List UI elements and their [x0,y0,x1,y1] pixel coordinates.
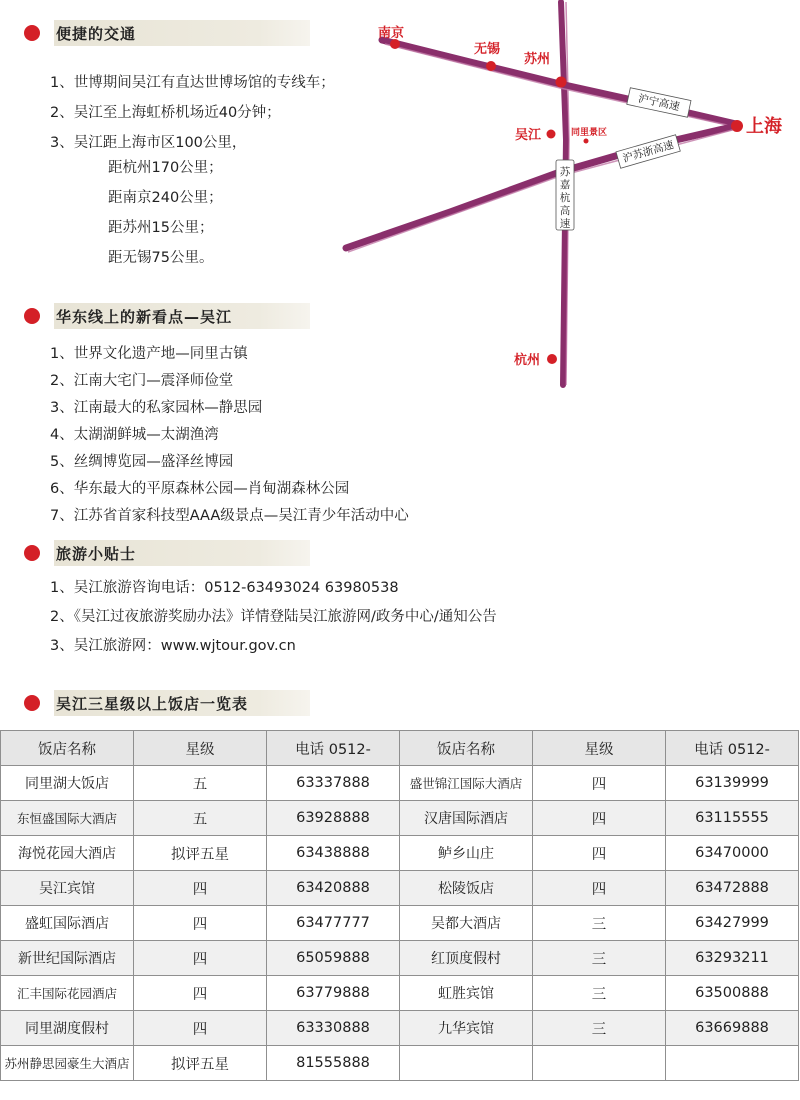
star-cell: 三 [533,941,666,976]
star-cell [533,1046,666,1081]
table-row [1,766,799,801]
hotels-title: 吴江三星级以上饭店一览表 [56,695,249,713]
bullet-dot-icon [24,695,40,711]
table-row [1,871,799,906]
star-cell: 四 [134,941,267,976]
star-cell: 四 [134,871,267,906]
wuxi-dot-icon [486,61,496,71]
phone-cell [666,1046,799,1081]
phone-cell: 63420888 [267,871,400,906]
column-header: 星级 [533,731,666,766]
tongli-label: 同里景区 [571,128,608,138]
transport-title: 便捷的交通 [56,25,137,43]
list-item: 6、华东最大的平原森林公园—肖甸湖森林公园 [50,481,350,497]
list-item: 2、吴江至上海虹桥机场近40分钟； [50,105,281,121]
table-row [1,1011,799,1046]
star-cell: 三 [533,1011,666,1046]
column-header: 电话 0512- [666,731,799,766]
list-item: 3、江南最大的私家园林—静思园 [50,400,263,416]
hotel-name-cell: 盛虹国际酒店 [1,906,134,941]
list-item: 4、太湖湖鲜城—太湖渔湾 [50,427,219,443]
star-cell: 四 [533,836,666,871]
table-row [1,976,799,1011]
attractions-list [50,341,409,530]
hotel-name-cell: 汉唐国际酒店 [400,801,533,836]
bullet-dot-icon [24,308,40,324]
hotel-name-cell: 红顶度假村 [400,941,533,976]
phone-cell: 63337888 [267,766,400,801]
hangzhou-label: 杭州 [514,353,541,368]
hotel-table [0,730,799,1081]
huning-label: 沪宁高速 [637,92,681,114]
star-cell: 四 [134,1011,267,1046]
list-item: 2、《吴江过夜旅游奖励办法》详情登陆吴江旅游网/政务中心/通知公告 [50,609,497,625]
star-cell: 五 [134,801,267,836]
hangzhou-dot-icon [547,354,557,364]
phone-cell: 63669888 [666,1011,799,1046]
column-header: 饭店名称 [400,731,533,766]
star-cell: 拟评五星 [134,836,267,871]
suzhou-label: 苏州 [524,52,551,67]
hotel-name-cell: 东恒盛国际大酒店 [1,801,134,836]
phone-cell: 63438888 [267,836,400,871]
list-item: 1、世界文化遗产地—同里古镇 [50,346,248,362]
hotel-name-cell: 吴江宾馆 [1,871,134,906]
column-header: 星级 [134,731,267,766]
list-item: 1、吴江旅游咨询电话：0512-63493024 63980538 [50,580,399,596]
star-cell: 三 [533,976,666,1011]
column-header: 电话 0512- [267,731,400,766]
transport-list [50,68,335,158]
list-item: 5、丝绸博览园—盛泽丝博园 [50,454,234,470]
star-cell: 五 [134,766,267,801]
hotel-name-cell: 吴都大酒店 [400,906,533,941]
hotel-name-cell [400,1046,533,1081]
star-cell: 拟评五星 [134,1046,267,1081]
list-item: 距苏州15公里； [108,220,214,236]
star-cell: 四 [134,906,267,941]
star-cell: 三 [533,906,666,941]
sujiahang-label-char: 杭 [559,192,571,204]
list-item: 2、江南大宅门—震泽师俭堂 [50,373,234,389]
table-header-row [1,731,799,766]
list-item: 距无锡75公里。 [108,250,214,266]
bullet-dot-icon [24,25,40,41]
list-item: 3、吴江旅游网：www.wjtour.gov.cn [50,638,296,654]
phone-cell: 63472888 [666,871,799,906]
phone-cell: 65059888 [267,941,400,976]
hotel-name-cell: 虹胜宾馆 [400,976,533,1011]
tongli-dot-icon [584,139,589,144]
phone-cell: 63470000 [666,836,799,871]
star-cell: 四 [533,766,666,801]
hotel-name-cell: 同里湖度假村 [1,1011,134,1046]
husuzhe-label: 沪苏浙高速 [621,138,676,165]
phone-cell: 81555888 [267,1046,400,1081]
wujiang-dot-icon [547,130,556,139]
phone-cell: 63330888 [267,1011,400,1046]
shanghai-dot-icon [731,120,743,132]
star-cell: 四 [533,871,666,906]
suzhou-dot-icon [556,77,567,88]
phone-cell: 63293211 [666,941,799,976]
hotel-name-cell: 同里湖大饭店 [1,766,134,801]
sujiahang-label-char: 嘉 [559,179,571,191]
hotel-name-cell: 鲈乡山庄 [400,836,533,871]
phone-cell: 63427999 [666,906,799,941]
column-header: 饭店名称 [1,731,134,766]
star-cell: 四 [134,976,267,1011]
phone-cell: 63779888 [267,976,400,1011]
hotel-name-cell: 新世纪国际酒店 [1,941,134,976]
hotel-name-cell: 盛世锦江国际大酒店 [400,766,533,801]
table-row [1,836,799,871]
nanjing-label: 南京 [378,26,405,41]
phone-cell: 63928888 [267,801,400,836]
list-item: 1、世博期间吴江有直达世博场馆的专线车； [50,75,335,91]
phone-cell: 63115555 [666,801,799,836]
list-item: 7、江苏省首家科技型AAA级景点—吴江青少年活动中心 [50,508,409,524]
tips-title: 旅游小贴士 [56,545,137,563]
table-row [1,1046,799,1081]
star-cell: 四 [533,801,666,836]
phone-cell: 63139999 [666,766,799,801]
hotel-name-cell: 汇丰国际花园酒店 [1,976,134,1011]
table-row [1,941,799,976]
sujiahang-label-char: 苏 [559,166,571,178]
sujiahang-label-char: 速 [559,218,571,230]
list-item: 距杭州170公里； [108,160,223,176]
hotel-name-cell: 苏州静思园豪生大酒店 [1,1046,134,1081]
phone-cell: 63500888 [666,976,799,1011]
bullet-dot-icon [24,545,40,561]
distance-list [108,153,223,273]
phone-cell: 63477777 [267,906,400,941]
list-item: 3、吴江距上海市区100公里， [50,135,247,151]
hotel-name-cell: 海悦花园大酒店 [1,836,134,871]
tips-list [50,574,497,661]
table-row [1,801,799,836]
wujiang-label: 吴江 [515,128,542,143]
sujiahang-label-char: 高 [559,205,571,217]
route-map [330,0,800,390]
list-item: 距南京240公里； [108,190,223,206]
wuxi-label: 无锡 [474,42,501,57]
shanghai-label: 上海 [746,116,782,137]
hotel-name-cell: 松陵饭店 [400,871,533,906]
table-row [1,906,799,941]
hotel-name-cell: 九华宾馆 [400,1011,533,1046]
attractions-title: 华东线上的新看点—吴江 [56,308,233,326]
